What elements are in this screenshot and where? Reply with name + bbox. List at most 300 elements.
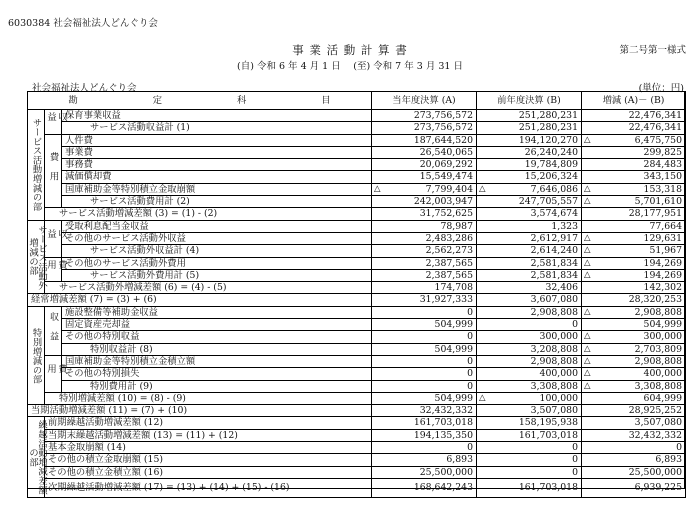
previous-year-cell xyxy=(477,306,582,318)
difference-cell xyxy=(582,466,686,478)
previous-year-cell-value: 3,507,080 xyxy=(530,405,578,417)
account-label: 特別収益計 (8) xyxy=(62,343,372,355)
table-row xyxy=(28,466,686,478)
current-year-cell-value: 2,387,565 xyxy=(425,269,473,281)
difference-cell-value: 142,302 xyxy=(643,282,682,294)
table-row xyxy=(28,417,686,429)
account-label: その他のサービス活動外費用 xyxy=(62,257,372,269)
account-label: 事業費 xyxy=(62,146,372,158)
previous-year-cell-value: 251,280,231 xyxy=(518,110,578,121)
previous-year-cell-value: 161,703,018 xyxy=(518,429,578,441)
current-year-cell-value: 31,927,333 xyxy=(419,294,473,306)
previous-year-cell xyxy=(477,429,582,441)
negative-mark: △ xyxy=(584,380,591,391)
previous-year-cell-value: 300,000 xyxy=(539,331,578,343)
table-row xyxy=(28,454,686,466)
difference-cell-value: 194,269 xyxy=(643,269,682,281)
table-row xyxy=(28,331,686,343)
table-row xyxy=(28,232,686,244)
current-year-cell-value: 2,387,565 xyxy=(425,257,473,269)
current-year-cell-value: 32,432,332 xyxy=(419,405,473,417)
current-year-cell-value: 161,703,018 xyxy=(413,417,473,429)
negative-mark: △ xyxy=(479,392,486,403)
current-year-cell xyxy=(372,282,477,294)
difference-cell xyxy=(582,196,686,208)
current-year-cell-value: 194,135,350 xyxy=(413,429,473,441)
difference-cell-value: 2,908,808 xyxy=(634,355,682,367)
previous-year-cell-value: 161,703,018 xyxy=(518,482,578,494)
current-year-cell-value: 26,540,065 xyxy=(419,146,473,158)
account-label: 特別費用計 (9) xyxy=(62,380,372,392)
difference-cell xyxy=(582,110,686,122)
difference-cell-value: 77,664 xyxy=(649,220,682,232)
account-label: 国庫補助金等特別積立金取崩額 xyxy=(62,183,372,195)
current-year-cell xyxy=(372,220,477,232)
current-year-cell-value: 504,999 xyxy=(434,343,473,355)
sub-label-text: 費用 xyxy=(45,364,67,384)
sub-label xyxy=(45,110,67,135)
previous-year-cell xyxy=(477,405,582,417)
current-year-cell xyxy=(372,319,477,331)
period-range: (自) 令和 6 年 4 月 1 日 (至) 令和 7 年 3 月 31 日 xyxy=(237,61,463,72)
previous-year-cell xyxy=(477,171,582,183)
difference-cell xyxy=(582,405,686,417)
difference-cell-value: 504,999 xyxy=(643,319,682,331)
difference-cell xyxy=(582,319,686,331)
difference-cell-value: 6,893 xyxy=(655,454,682,466)
previous-year-cell-value: 3,574,674 xyxy=(530,208,578,220)
previous-year-cell xyxy=(477,183,582,195)
difference-cell-value: 3,308,808 xyxy=(634,380,682,392)
current-year-cell xyxy=(372,245,477,257)
account-header xyxy=(28,92,372,110)
difference-cell-value: 51,967 xyxy=(649,245,682,257)
difference-cell xyxy=(582,306,686,318)
previous-year-cell-value: 3,607,080 xyxy=(530,294,578,306)
difference-cell-value: 343,150 xyxy=(643,171,682,183)
difference-cell-value: 284,483 xyxy=(643,159,682,171)
previous-year-cell xyxy=(477,257,582,269)
difference-cell xyxy=(582,245,686,257)
negative-mark: △ xyxy=(584,245,591,256)
difference-cell-value: 6,939,225 xyxy=(634,482,682,494)
current-year-cell-value: 187,644,520 xyxy=(413,134,473,146)
negative-mark: △ xyxy=(584,134,591,145)
previous-year-cell-value: 26,240,240 xyxy=(524,146,578,158)
account-label: 国庫補助金等特別積立金積立額 xyxy=(62,355,372,367)
difference-cell-value: 299,825 xyxy=(643,146,682,158)
current-year-cell xyxy=(372,171,477,183)
difference-cell xyxy=(582,429,686,441)
previous-year-cell xyxy=(477,134,582,146)
previous-year-cell-value: 251,280,231 xyxy=(518,122,578,134)
difference-cell-value: 2,703,809 xyxy=(634,343,682,355)
page-title: 事 業 活 動 計 算 書 xyxy=(292,43,408,57)
current-year-cell xyxy=(372,380,477,392)
difference-cell-value: 129,631 xyxy=(643,232,682,244)
current-year-header: 当年度決算 (A) xyxy=(372,92,477,110)
table-row xyxy=(28,134,686,146)
table-row xyxy=(28,171,686,183)
negative-mark: △ xyxy=(584,343,591,354)
previous-year-header: 前年度決算 (B) xyxy=(477,92,582,110)
sub-label-text: 収益 xyxy=(45,228,67,249)
negative-mark: △ xyxy=(584,306,591,317)
form-number: 第二号第一様式 xyxy=(619,45,686,56)
difference-cell xyxy=(582,392,686,404)
account-label: 次期繰越活動増減差額 (17) = (13) + (14) + (15) - (16) xyxy=(45,478,372,497)
table-row xyxy=(28,478,686,497)
difference-cell-value: 300,000 xyxy=(643,331,682,343)
table-row xyxy=(28,294,686,306)
previous-year-cell-value: 247,705,557 xyxy=(518,196,578,208)
previous-year-cell-value: 100,000 xyxy=(539,392,578,404)
account-label: サービス活動費用計 (2) xyxy=(62,196,372,208)
current-year-cell xyxy=(372,331,477,343)
difference-cell-value: 28,320,253 xyxy=(628,294,682,306)
account-label: 受取利息配当金収益 xyxy=(62,220,372,232)
current-year-cell xyxy=(372,405,477,417)
sub-label-text: 収益 xyxy=(47,311,59,351)
account-label: サービス活動収益計 (1) xyxy=(62,122,372,134)
current-year-cell xyxy=(372,466,477,478)
account-label: サービス活動外増減差額 (6) = (4) - (5) xyxy=(45,282,372,294)
current-year-cell-value: 2,483,286 xyxy=(425,232,473,244)
previous-year-cell xyxy=(477,220,582,232)
statement-table-frame xyxy=(27,91,685,495)
negative-mark: △ xyxy=(584,183,591,194)
previous-year-cell-value: 15,206,324 xyxy=(524,171,578,183)
difference-cell-value: 6,475,750 xyxy=(634,134,682,146)
current-year-cell xyxy=(372,208,477,220)
previous-year-cell-value: 158,195,938 xyxy=(518,417,578,429)
negative-mark: △ xyxy=(584,196,591,207)
current-year-cell xyxy=(372,269,477,281)
negative-mark: △ xyxy=(584,368,591,379)
current-year-cell-value: 25,500,000 xyxy=(419,466,473,478)
header-row xyxy=(28,92,686,110)
difference-cell xyxy=(582,368,686,380)
difference-cell-value: 0 xyxy=(676,442,682,454)
current-year-cell xyxy=(372,232,477,244)
difference-cell-value: 5,701,610 xyxy=(634,196,682,208)
table-row xyxy=(28,380,686,392)
account-header-char: 勘 xyxy=(68,95,78,106)
current-year-cell-value: 273,756,572 xyxy=(413,122,473,134)
table-row xyxy=(28,110,686,122)
account-label: 事務費 xyxy=(62,159,372,171)
sub-label xyxy=(45,134,62,208)
previous-year-cell xyxy=(477,232,582,244)
account-label: その他のサービス活動外収益 xyxy=(62,232,372,244)
organization-name: 社会福祉法人どんぐり会 xyxy=(32,83,137,94)
current-year-cell xyxy=(372,343,477,355)
difference-cell xyxy=(582,478,686,497)
section-label xyxy=(28,306,45,404)
previous-year-cell xyxy=(477,442,582,454)
difference-cell-value: 25,500,000 xyxy=(628,466,682,478)
current-year-cell-value: 7,799,404 xyxy=(425,183,473,195)
sub-label xyxy=(45,257,67,282)
previous-year-cell xyxy=(477,196,582,208)
negative-mark: △ xyxy=(479,183,486,194)
difference-cell xyxy=(582,220,686,232)
difference-cell xyxy=(582,269,686,281)
account-label: 特別増減差額 (10) = (8) - (9) xyxy=(45,392,372,404)
account-label: 当期末繰越活動増減差額 (13) = (11) + (12) xyxy=(45,429,372,441)
difference-cell xyxy=(582,171,686,183)
previous-year-cell xyxy=(477,331,582,343)
section-label-text: 特別増減の部 xyxy=(30,327,42,384)
previous-year-cell xyxy=(477,368,582,380)
current-year-cell xyxy=(372,196,477,208)
difference-cell xyxy=(582,343,686,355)
current-year-cell-value: 273,756,572 xyxy=(413,110,473,121)
section-label xyxy=(28,220,45,294)
current-year-cell-value: 168,642,243 xyxy=(413,482,473,494)
statement-table xyxy=(27,91,686,498)
previous-year-cell xyxy=(477,269,582,281)
previous-year-cell xyxy=(477,208,582,220)
account-label: 基本金取崩額 (14) xyxy=(45,442,372,454)
difference-cell-value: 153,318 xyxy=(643,183,682,195)
account-header-char: 目 xyxy=(321,95,331,106)
account-label: サービス活動増減差額 (3) = (1) - (2) xyxy=(45,208,372,220)
previous-year-cell-value: 3,308,808 xyxy=(530,380,578,392)
current-year-cell xyxy=(372,306,477,318)
negative-mark: △ xyxy=(584,257,591,268)
table-row xyxy=(28,368,686,380)
table-row xyxy=(28,208,686,220)
account-label: その他の特別収益 xyxy=(62,331,372,343)
difference-cell xyxy=(582,146,686,158)
previous-year-cell xyxy=(477,159,582,171)
previous-year-cell xyxy=(477,122,582,134)
account-label: その他の積立金取崩額 (15) xyxy=(45,454,372,466)
difference-cell xyxy=(582,122,686,134)
previous-year-cell-value: 19,784,809 xyxy=(524,159,578,171)
previous-year-cell xyxy=(477,146,582,158)
table-row xyxy=(28,220,686,232)
difference-cell-value: 604,999 xyxy=(643,392,682,404)
difference-cell xyxy=(582,282,686,294)
sub-label xyxy=(45,355,67,392)
difference-cell xyxy=(582,232,686,244)
previous-year-cell-value: 2,581,834 xyxy=(530,257,578,269)
table-row xyxy=(28,146,686,158)
current-year-cell xyxy=(372,159,477,171)
previous-year-cell xyxy=(477,245,582,257)
previous-year-cell-value: 400,000 xyxy=(539,368,578,380)
difference-cell-value: 22,476,341 xyxy=(628,110,682,121)
previous-year-cell xyxy=(477,282,582,294)
sub-label xyxy=(45,306,62,355)
section-label xyxy=(28,417,45,497)
difference-cell xyxy=(582,183,686,195)
previous-year-cell xyxy=(477,110,582,122)
current-year-cell xyxy=(372,146,477,158)
previous-year-cell-value: 2,908,808 xyxy=(530,306,578,318)
account-label: その他の積立金積立額 (16) xyxy=(45,466,372,478)
account-label: 施設整備等補助金収益 xyxy=(62,306,372,318)
current-year-cell xyxy=(372,368,477,380)
current-year-cell-value: 78,987 xyxy=(440,220,473,232)
previous-year-cell xyxy=(477,478,582,497)
difference-cell-value: 32,432,332 xyxy=(628,429,682,441)
current-year-cell-value: 0 xyxy=(467,355,473,367)
section-label xyxy=(28,110,45,221)
previous-year-cell-value: 0 xyxy=(572,466,578,478)
previous-year-cell xyxy=(477,417,582,429)
account-label: 前期繰越活動増減差額 (12) xyxy=(45,417,372,429)
sub-label-text: 費用 xyxy=(45,259,67,280)
previous-year-cell-value: 2,908,808 xyxy=(530,355,578,367)
negative-mark: △ xyxy=(584,232,591,243)
difference-cell-value: 28,925,252 xyxy=(628,405,682,417)
current-year-cell xyxy=(372,183,477,195)
current-year-cell-value: 20,069,292 xyxy=(419,159,473,171)
section-label-text: サービス活動増減の部 xyxy=(30,118,42,212)
difference-cell-value: 22,476,341 xyxy=(628,122,682,134)
table-row xyxy=(28,319,686,331)
negative-mark: △ xyxy=(584,355,591,366)
previous-year-cell-value: 2,614,240 xyxy=(530,245,578,257)
table-row xyxy=(28,392,686,404)
table-row xyxy=(28,257,686,269)
difference-cell xyxy=(582,454,686,466)
section-label-text: 繰越活動増減差額の部 xyxy=(27,419,47,495)
table-row xyxy=(28,183,686,195)
negative-mark: △ xyxy=(374,183,381,194)
previous-year-cell xyxy=(477,294,582,306)
difference-cell-value: 2,908,808 xyxy=(634,306,682,318)
table-row xyxy=(28,442,686,454)
difference-cell xyxy=(582,380,686,392)
current-year-cell xyxy=(372,429,477,441)
difference-header: 増減 (A)－ (B) xyxy=(582,92,686,110)
current-year-cell-value: 504,999 xyxy=(434,319,473,331)
current-year-cell xyxy=(372,122,477,134)
previous-year-cell-value: 1,323 xyxy=(551,220,578,232)
table-row xyxy=(28,159,686,171)
table-row xyxy=(28,429,686,441)
difference-cell xyxy=(582,134,686,146)
previous-year-cell-value: 7,646,086 xyxy=(530,183,578,195)
difference-cell-value: 28,177,951 xyxy=(628,208,682,220)
unit-label: (単位：円) xyxy=(638,83,684,94)
previous-year-cell-value: 194,120,270 xyxy=(518,134,578,146)
current-year-cell-value: 2,562,273 xyxy=(425,245,473,257)
account-label: 固定資産売却益 xyxy=(62,319,372,331)
difference-cell xyxy=(582,417,686,429)
account-label: 減価償却費 xyxy=(62,171,372,183)
current-year-cell-value: 15,549,474 xyxy=(419,171,473,183)
current-year-cell xyxy=(372,110,477,122)
previous-year-cell xyxy=(477,355,582,367)
previous-year-cell-value: 2,612,917 xyxy=(530,232,578,244)
difference-cell-value: 400,000 xyxy=(643,368,682,380)
current-year-cell-value: 6,893 xyxy=(446,454,473,466)
difference-cell-value: 3,507,080 xyxy=(634,417,682,429)
difference-cell xyxy=(582,331,686,343)
current-year-cell-value: 174,708 xyxy=(434,282,473,294)
account-label: サービス活動外費用計 (5) xyxy=(62,269,372,281)
current-year-cell xyxy=(372,392,477,404)
table-row xyxy=(28,245,686,257)
current-year-cell-value: 0 xyxy=(467,331,473,343)
negative-mark: △ xyxy=(584,269,591,280)
table-row xyxy=(28,196,686,208)
current-year-cell xyxy=(372,134,477,146)
table-row xyxy=(28,355,686,367)
difference-cell xyxy=(582,208,686,220)
table-row xyxy=(28,282,686,294)
sub-label xyxy=(45,220,67,257)
previous-year-cell-value: 0 xyxy=(572,442,578,454)
document-id: 6030384 社会福祉法人どんぐり会 xyxy=(8,18,158,29)
current-year-cell xyxy=(372,417,477,429)
previous-year-cell xyxy=(477,466,582,478)
current-year-cell xyxy=(372,454,477,466)
previous-year-cell xyxy=(477,319,582,331)
difference-cell xyxy=(582,355,686,367)
table-row xyxy=(28,122,686,134)
previous-year-cell-value: 0 xyxy=(572,454,578,466)
previous-year-cell-value: 32,406 xyxy=(545,282,578,294)
sub-label-text: 収益 xyxy=(45,112,67,132)
previous-year-cell xyxy=(477,343,582,355)
current-year-cell-value: 0 xyxy=(467,368,473,380)
current-year-cell xyxy=(372,257,477,269)
current-year-cell xyxy=(372,355,477,367)
difference-cell xyxy=(582,294,686,306)
difference-cell xyxy=(582,257,686,269)
previous-year-cell xyxy=(477,454,582,466)
current-year-cell-value: 0 xyxy=(467,380,473,392)
previous-year-cell-value: 0 xyxy=(572,319,578,331)
difference-cell-value: 194,269 xyxy=(643,257,682,269)
current-year-cell xyxy=(372,478,477,497)
previous-year-cell-value: 3,208,808 xyxy=(530,343,578,355)
current-year-cell-value: 0 xyxy=(467,442,473,454)
account-label: 保育事業収益 xyxy=(62,110,372,122)
current-year-cell xyxy=(372,294,477,306)
table-row xyxy=(28,269,686,281)
previous-year-cell xyxy=(477,392,582,404)
table-row xyxy=(28,405,686,417)
account-label: その他の特別損失 xyxy=(62,368,372,380)
difference-cell xyxy=(582,442,686,454)
account-label: 当期活動増減差額 (11) = (7) + (10) xyxy=(28,405,372,417)
current-year-cell-value: 504,999 xyxy=(434,392,473,404)
sub-label-text: 費用 xyxy=(47,151,59,191)
table-row xyxy=(28,306,686,318)
account-label: 人件費 xyxy=(62,134,372,146)
previous-year-cell-value: 2,581,834 xyxy=(530,269,578,281)
previous-year-cell xyxy=(477,380,582,392)
account-label: 経常増減差額 (7) = (3) + (6) xyxy=(28,294,372,306)
current-year-cell-value: 0 xyxy=(467,306,473,318)
account-header-char: 科 xyxy=(236,95,247,106)
current-year-cell-value: 31,752,625 xyxy=(419,208,473,220)
negative-mark: △ xyxy=(584,331,591,342)
difference-cell xyxy=(582,159,686,171)
current-year-cell-value: 242,003,947 xyxy=(413,196,473,208)
account-label: サービス活動外収益計 (4) xyxy=(62,245,372,257)
table-row xyxy=(28,343,686,355)
current-year-cell xyxy=(372,442,477,454)
section-label-text: サービス活動外増減の部 xyxy=(27,224,47,290)
